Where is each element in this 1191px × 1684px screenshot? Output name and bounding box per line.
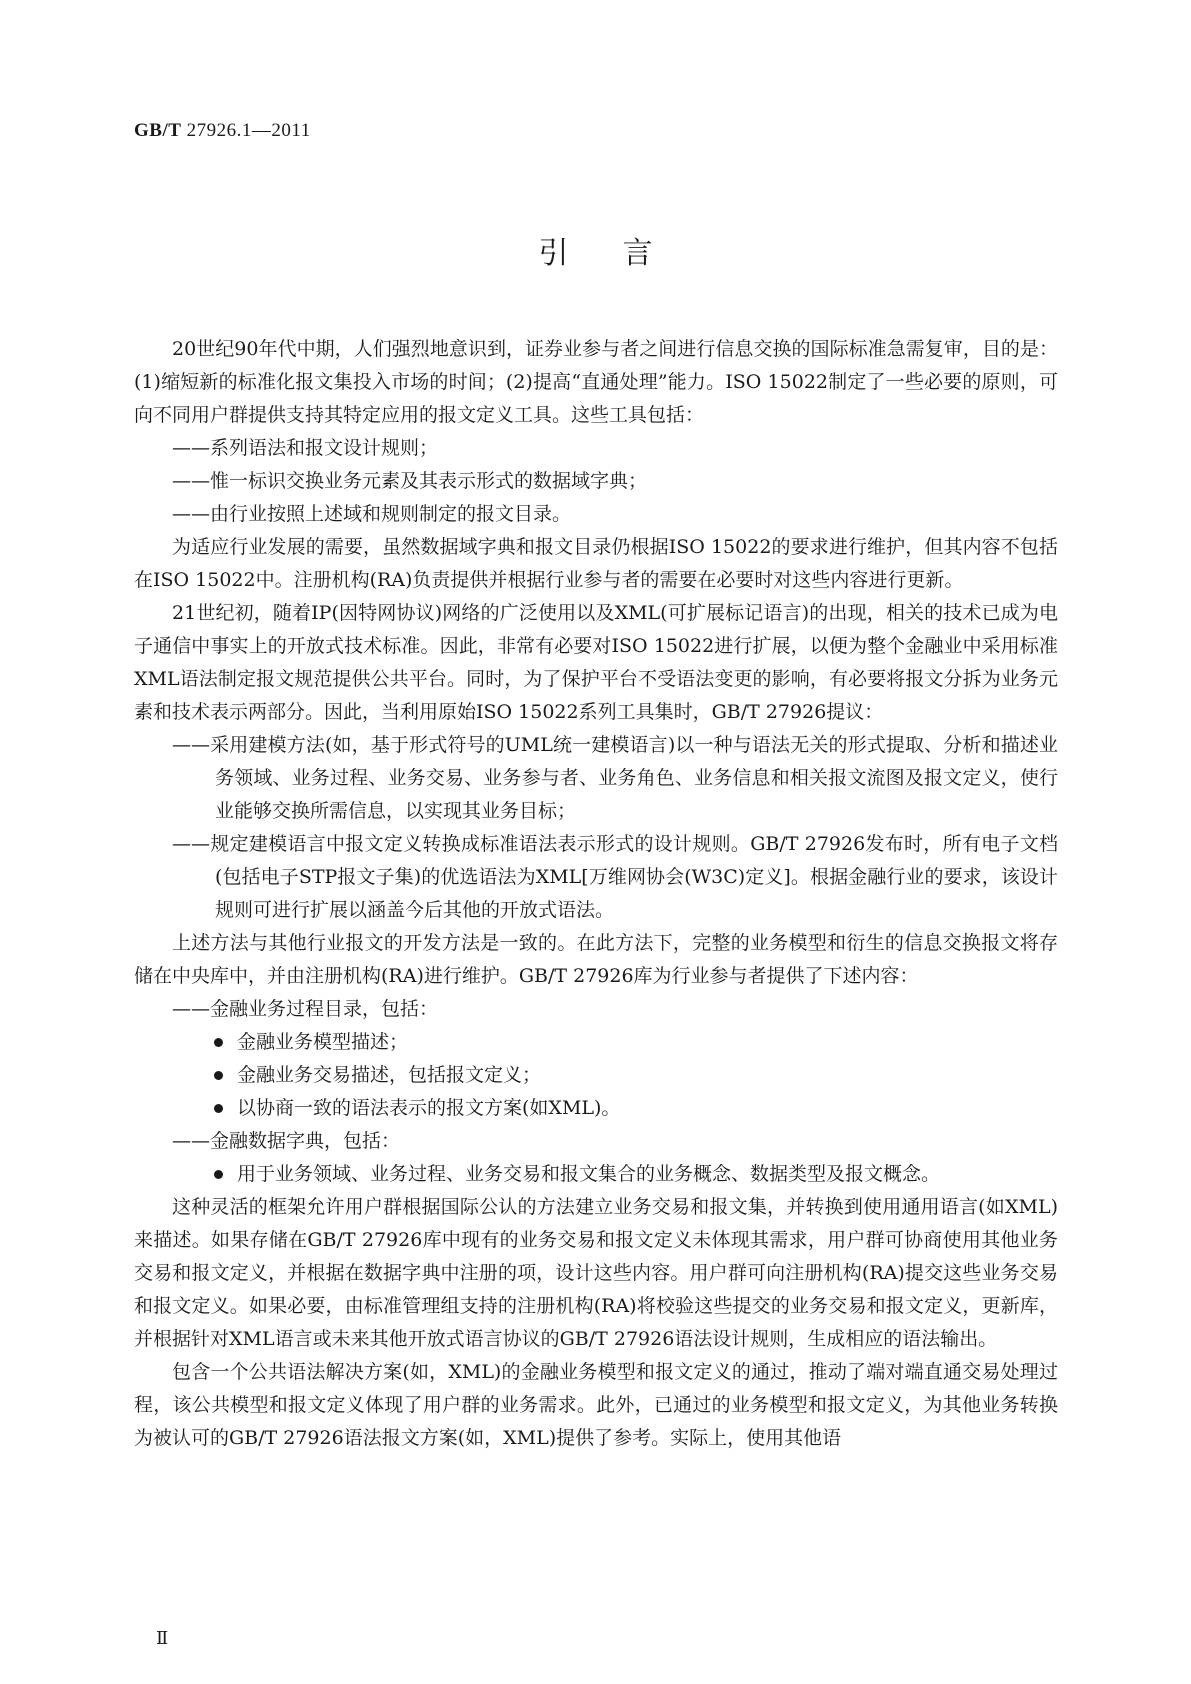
standard-prefix: GB/T [134,120,182,141]
document-body [134,333,1058,1455]
dash-list-item: ——系列语法和报文设计规则； [172,437,439,459]
dash-list-item: ——金融数据字典，包括： [172,1130,401,1152]
dash-list-item: ——金融业务过程目录，包括： [172,998,439,1020]
paragraph: 20世纪90年代中期，人们强烈地意识到，证券业参与者之间进行信息交换的国际标准急需复审，目的是：(1)缩短新的标准化报文集投入市场的时间；(2)提高“直通处理”能力。ISO 15022制定了一些必要的原则，可向不同用户群提供支持其特定应用的报文定义工具。这些工具包括： [134,338,1058,426]
standard-code [134,120,311,142]
standard-number: 27926.1—2011 [186,120,311,141]
paragraph: 包含一个公共语法解决方案(如，XML)的金融业务模型和报文定义的通过，推动了端对端直通交易处理过程，该公共模型和报文定义体现了用户群的业务需求。此外，已通过的业务模型和报文定义，为其他业务转换为被认可的GB/T 27926语法报文方案(如，XML)提供了参考。实际上，使用其他语 [134,1361,1058,1449]
dash-list-item: ——采用建模方法(如，基于形式符号的UML统一建模语言)以一种与语法无关的形式提取、分析和描述业务领域、业务过程、业务交易、业务参与者、业务角色、业务信息和相关报文流图及报文定义，使行业能够交换所需信息，以实现其业务目标； [172,734,1058,822]
bullet-text: 金融业务模型描述； [237,1031,409,1053]
bullet-text: 用于业务领域、业务过程、业务交易和报文集合的业务概念、数据类型及报文概念。 [237,1163,941,1185]
dash-list-item: ——规定建模语言中报文定义转换成标准语法表示形式的设计规则。GB/T 27926发布时，所有电子文档(包括电子STP报文子集)的优选语法为XML[万维网协会(W3C)定义]。根据金融行业的要求，该设计规则可进行扩展以涵盖今后其他的开放式语法。 [172,833,1058,921]
paragraph: 21世纪初，随着IP(因特网协议)网络的广泛使用以及XML(可扩展标记语言)的出现，相关的技术已成为电子通信中事实上的开放式技术标准。因此，非常有必要对ISO 15022进行扩展，以便为整个金融业中采用标准XML语法制定报文规范提供公共平台。同时，为了保护平台不受语法变更的影响，有必要将报文分拆为业务元素和技术表示两部分。因此，当利用原始ISO 15022系列工具集时，GB/T 27926提议： [134,602,1058,723]
bullet-list-item [134,1092,1058,1125]
paragraph: 上述方法与其他行业报文的开发方法是一致的。在此方法下，完整的业务模型和衍生的信息交换报文将存储在中央库中，并由注册机构(RA)进行维护。GB/T 27926库为行业参与者提供了下述内容： [134,932,1058,987]
bullet-list-item [134,1026,1058,1059]
bullet-list-item [134,1059,1058,1092]
paragraph: 为适应行业发展的需要，虽然数据域字典和报文目录仍根据ISO 15022的要求进行维护，但其内容不包括在ISO 15022中。注册机构(RA)负责提供并根据行业参与者的需要在必要时对这些内容进行更新。 [134,536,1058,591]
dash-list-item: ——由行业按照上述域和规则制定的报文目录。 [172,503,572,525]
bullet-text: 金融业务交易描述，包括报文定义； [237,1064,542,1086]
page-number: Ⅱ [156,1628,169,1648]
bullet-text: 以协商一致的语法表示的报文方案(如XML)。 [237,1097,621,1119]
paragraph: 这种灵活的框架允许用户群根据国际公认的方法建立业务交易和报文集，并转换到使用通用语言(如XML)来描述。如果存储在GB/T 27926库中现有的业务交易和报文定义未体现其需求，用户群可协商使用其他业务交易和报文定义，并根据在数据字典中注册的项，设计这些内容。用户群可向注册机构(RA)提交这些业务交易和报文定义。如果必要，由标准管理组支持的注册机构(RA)将校验这些提交的业务交易和报文定义，更新库，并根据针对XML语言或未来其他开放式语言协议的GB/T 27926语法设计规则，生成相应的语法输出。 [134,1196,1058,1350]
bullet-icon [214,1104,223,1113]
page-title: 引言 [538,236,707,271]
dash-list-item: ——惟一标识交换业务元素及其表示形式的数据域字典； [172,470,648,492]
bullet-icon [214,1170,223,1179]
bullet-icon [214,1038,223,1047]
bullet-icon [214,1071,223,1080]
bullet-list-item [134,1158,1058,1191]
